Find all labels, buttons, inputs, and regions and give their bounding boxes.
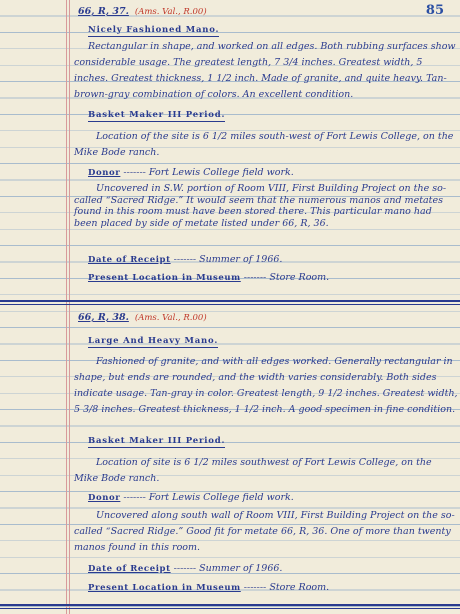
receipt-label: Date of Receipt	[88, 255, 171, 265]
valuation: (Ams. Val., R.00)	[134, 7, 207, 17]
catalog-number-line	[78, 310, 207, 326]
present-location-label: Present Location in Museum	[88, 583, 241, 593]
specimen-title: Nicely Fashioned Mano.	[88, 25, 220, 35]
present-location-label: Present Location in Museum	[88, 273, 241, 283]
donor: Fort Lewis College field work.	[148, 492, 294, 503]
site-location: Location of the site is 6 1/2 miles south-west of Fort Lewis College, on the Mike Bode ranch.	[74, 131, 454, 158]
description: Rectangular in shape, and worked on all edges. Both rubbing surfaces show considerable usage. The greatest length, 7 3/4 inches. Greatest width, 5 inches. Greatest thickness, 1 1/2 inch. Made of granite, and quite heavy. Tan-brown-gray combination of colors. An excellent condition.	[74, 41, 456, 100]
period: Basket Maker III Period.	[88, 436, 226, 446]
catalog-number: 66, R, 38.	[78, 312, 129, 323]
donor: Fort Lewis College field work.	[148, 167, 294, 178]
description: Fashioned of granite, and with all edges worked. Generally rectangular in shape, but ends are rounded, and the width varies considerably. Both sides indicate usage. Tan-gray in color. Greatest length, 9 1/2 inches. Greatest width, 5 3/8 inches. Greatest thickness, 1 1/2 inch. A good specimen in fine condition.	[74, 356, 458, 415]
find-context: Uncovered along south wall of Room VIII, First Building Project on the so-called “Sacred Ridge.” Good fit for metate 66, R, 36. One of more than twenty manos found in this room.	[74, 510, 455, 553]
specimen-title: Large And Heavy Mano.	[88, 336, 219, 346]
donor-line: Donor ------- Fort Lewis College field work.	[88, 167, 294, 178]
donor-label: Donor	[88, 493, 121, 503]
receipt-label: Date of Receipt	[88, 564, 171, 574]
margin-rule	[66, 0, 67, 614]
donor-line: Donor ------- Fort Lewis College field work.	[88, 492, 294, 503]
catalog-number-line	[78, 4, 207, 20]
donor-label: Donor	[88, 168, 121, 178]
site-location: Location of site is 6 1/2 miles southwest of Fort Lewis College, on the Mike Bode ranch.	[74, 457, 432, 484]
receipt-line: Date of Receipt ------- Summer of 1966.	[88, 563, 283, 574]
present-location-line: Present Location in Museum ------- Store Room.	[88, 272, 330, 283]
margin-rule	[69, 0, 70, 614]
find-context: Uncovered in S.W. portion of Room VIII, First Building Project on the so-called “Sacred Ridge.” It would seem that the numerous manos and metates found in this room must have been stored there. This particular mano had been placed by side of metate listed under 66, R, 36.	[74, 183, 447, 229]
period: Basket Maker III Period.	[88, 110, 226, 120]
catalog-number: 66, R, 37.	[78, 6, 129, 17]
receipt-date: Summer of 1966.	[199, 254, 283, 265]
present-location: Store Room.	[269, 582, 330, 593]
receipt-date: Summer of 1966.	[199, 563, 283, 574]
present-location-line: Present Location in Museum ------- Store Room.	[88, 582, 330, 593]
receipt-line: Date of Receipt ------- Summer of 1966.	[88, 254, 283, 265]
valuation: (Ams. Val., R.00)	[134, 313, 207, 323]
page-number: 85	[425, 3, 444, 18]
entry-divider	[0, 604, 460, 609]
entry-divider	[0, 300, 460, 305]
present-location: Store Room.	[269, 272, 330, 283]
